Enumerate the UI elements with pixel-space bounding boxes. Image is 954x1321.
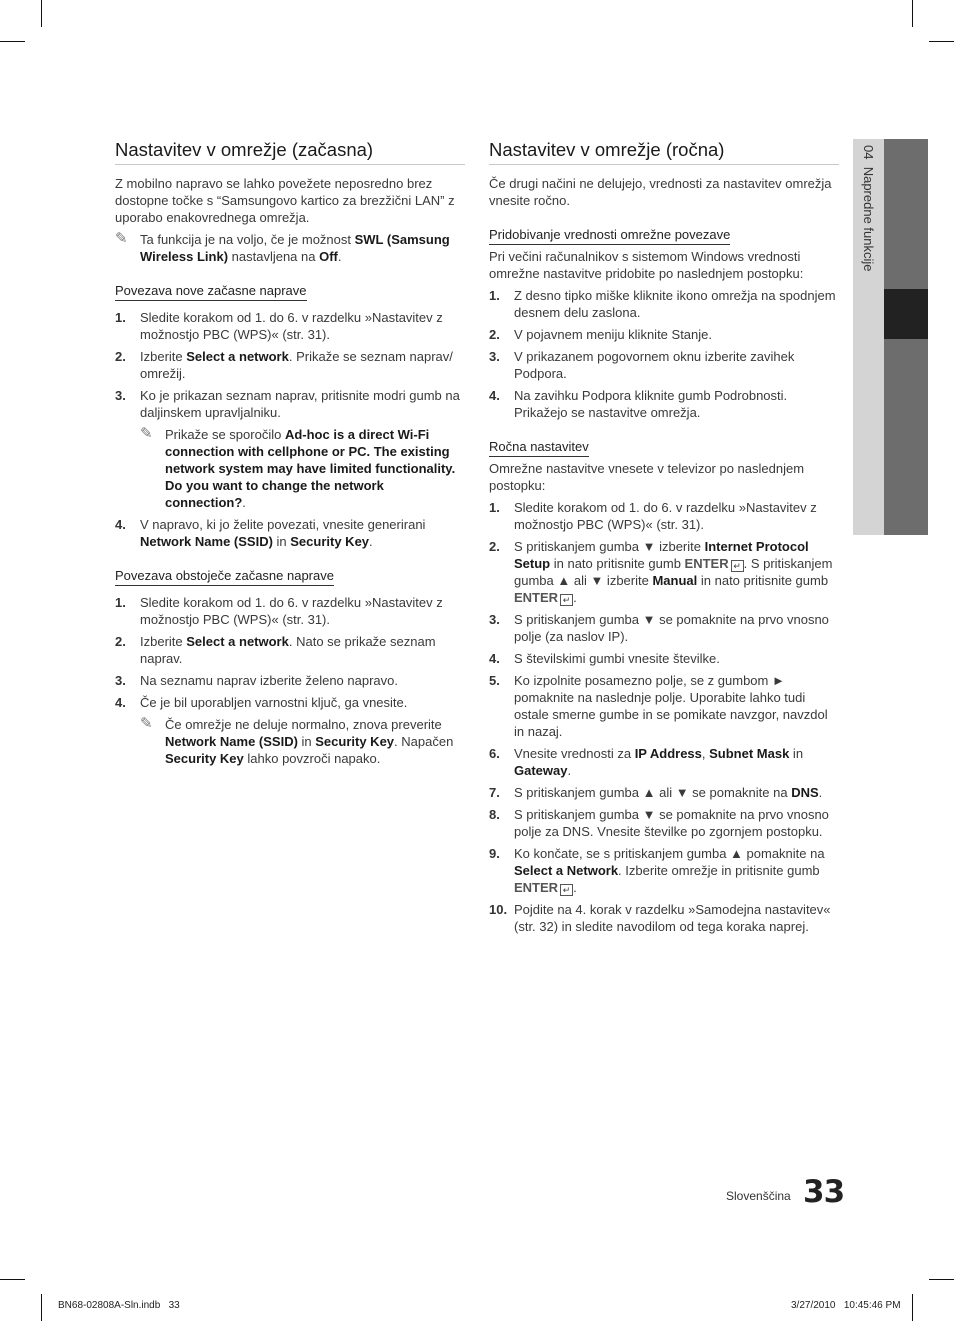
list-item: 3. S pritiskanjem gumba ▼ se pomaknite na prvo vnosno polje (za naslov IP). xyxy=(489,612,829,644)
pencil-note-icon: ✎ xyxy=(140,715,153,732)
list-item: 4. Na zavihku Podpora kliknite gumb Podrobnosti. Prikažejo se nastavitve omrežja. xyxy=(489,388,788,420)
list-item: 1. Sledite korakom od 1. do 6. v razdelku »Nastavitev z možnostjo PBC (WPS)« (str. 31). xyxy=(115,595,443,627)
subsection-heading: Povezava nove začasne naprave xyxy=(115,282,307,301)
paragraph: Pri večini računalnikov s sistemom Windows vrednosti omrežne nastavitve pridobite po naslednjem postopku: xyxy=(489,249,804,281)
intro-paragraph: Z mobilno napravo se lahko povežete neposredno brez dostopne točke s “Samsungovo kartico za brezžični LAN” z uporabo enakovrednega omrežja. xyxy=(115,176,455,225)
crop-mark xyxy=(912,0,913,27)
pencil-note-icon: ✎ xyxy=(140,425,153,442)
print-date-info: 3/27/2010 10:45:46 PM xyxy=(791,1300,901,1311)
list-item: 9. Ko končate, se s pritiskanjem gumba ▲ pomaknite na Select a Network. Izberite omrežje in pritisnite gumb ENTER ↵ . xyxy=(489,846,825,895)
subsection-heading: Ročna nastavitev xyxy=(489,438,589,457)
list-item: 3. V prikazanem pogovornem oknu izberite zavihek Podpora. xyxy=(489,349,795,381)
crop-mark xyxy=(41,0,42,27)
crop-mark xyxy=(929,41,954,42)
enter-key-icon: ↵ xyxy=(560,594,573,606)
list-item: 10. Pojdite na 4. korak v razdelku »Samodejna nastavitev« (str. 32) in sledite navodilom od tega koraka naprej. xyxy=(489,902,831,934)
crop-mark xyxy=(0,1279,25,1280)
enter-key-icon: ↵ xyxy=(560,884,573,896)
list-item: 5. Ko izpolnite posamezno polje, se z gumbom ► pomaknite na naslednje polje. Uporabite lahko tudi ostale smerne gumbe in se pomikate navzgor, navzdol in nazaj. xyxy=(489,673,828,739)
list-item: 1. Sledite korakom od 1. do 6. v razdelku »Nastavitev z možnostjo PBC (WPS)« (str. 31). xyxy=(489,500,817,532)
crop-mark xyxy=(912,1294,913,1321)
crop-mark xyxy=(929,1279,954,1280)
pencil-note-icon: ✎ xyxy=(115,230,128,247)
print-file-info: BN68-02808A-Sln.indb 33 xyxy=(58,1300,180,1311)
chapter-tab-block xyxy=(884,339,928,535)
list-item: 8. S pritiskanjem gumba ▼ se pomaknite na prvo vnosno polje za DNS. Vnesite številke po zgornjem postopku. xyxy=(489,807,829,839)
subsection-heading: Pridobivanje vrednosti omrežne povezave xyxy=(489,226,730,245)
section-title: Nastavitev v omrežje (ročna) xyxy=(489,138,839,165)
list-item: 3. Ko je prikazan seznam naprav, pritisnite modri gumb na daljinskem upravljalniku. ✎ Prikaže se sporočilo Ad-hoc is a direct Wi-Fi connection with cellphone or PC. The existing network system may have limited functionality. Do you want to change the network connection?. xyxy=(115,387,465,511)
list-item: 2. Izberite Select a network. Prikaže se seznam naprav/ omrežij. xyxy=(115,349,453,381)
list-item: 1. Sledite korakom od 1. do 6. v razdelku »Nastavitev z možnostjo PBC (WPS)« (str. 31). xyxy=(115,310,443,342)
list-item: 2. Izberite Select a network. Nato se prikaže seznam naprav. xyxy=(115,634,436,666)
footer-language: Slovenščina xyxy=(726,1189,791,1203)
note: ✎ Ta funkcija je na voljo, če je možnost SWL (Samsung Wireless Link) nastavljena na Off. xyxy=(115,230,450,264)
chapter-tab-active-marker xyxy=(884,289,928,339)
crop-mark xyxy=(0,41,25,42)
note: ✎ Prikaže se sporočilo Ad-hoc is a direct Wi-Fi connection with cellphone or PC. The existing network system may have limited functionality. Do you want to change the network connection?. xyxy=(140,425,456,510)
chapter-label: 04 Napredne funkcije xyxy=(861,145,876,272)
list-item: 4. Če je bil uporabljen varnostni ključ, ga vnesite. ✎ Če omrežje ne deluje normalno, znova preverite Network Name (SSID) in Security Key. Napačen Security Key lahko povzroči napako. xyxy=(115,694,465,767)
list-item: 3. Na seznamu naprav izberite želeno napravo. xyxy=(115,673,398,688)
chapter-tab-block xyxy=(884,139,928,289)
enter-key-icon: ↵ xyxy=(731,560,744,572)
chapter-tab-light xyxy=(853,139,884,535)
note: ✎ Če omrežje ne deluje normalno, znova preverite Network Name (SSID) in Security Key. Napačen Security Key lahko povzroči napako. xyxy=(140,715,454,766)
list-item: 4. V napravo, ki jo želite povezati, vnesite generirani Network Name (SSID) in Security Key. xyxy=(115,517,426,549)
intro-paragraph: Če drugi načini ne delujejo, vrednosti za nastavitev omrežja vnesite ročno. xyxy=(489,176,832,208)
page-number: 33 xyxy=(803,1174,845,1210)
paragraph: Omrežne nastavitve vnesete v televizor po naslednjem postopku: xyxy=(489,461,805,493)
list-item: 6. Vnesite vrednosti za IP Address, Subnet Mask in Gateway. xyxy=(489,746,804,778)
list-item: 2. S pritiskanjem gumba ▼ izberite Internet Protocol Setup in nato pritisnite gumb ENTER ↵ . S pritiskanjem gumba ▲ ali ▼ izberite Manual in nato pritisnite gumb ENTER ↵ . xyxy=(489,539,833,605)
list-item: 4. S številskimi gumbi vnesite številke. xyxy=(489,651,720,666)
right-column xyxy=(489,138,839,935)
list-item: 7. S pritiskanjem gumba ▲ ali ▼ se pomaknite na DNS. xyxy=(489,785,823,800)
list-item: 1. Z desno tipko miške kliknite ikono omrežja na spodnjem desnem delu zaslona. xyxy=(489,288,836,320)
crop-mark xyxy=(41,1294,42,1321)
left-column xyxy=(115,138,465,767)
list-item: 2. V pojavnem meniju kliknite Stanje. xyxy=(489,327,712,342)
section-title: Nastavitev v omrežje (začasna) xyxy=(115,138,465,165)
chapter-tab xyxy=(853,139,928,535)
subsection-heading: Povezava obstoječe začasne naprave xyxy=(115,567,334,586)
